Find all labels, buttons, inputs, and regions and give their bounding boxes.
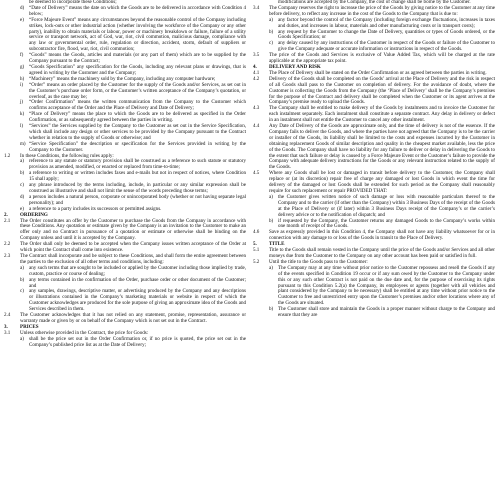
subclause-letter: g): [20, 63, 25, 70]
subclause-text: “Service Specification” the description or specification for the Services provided in writing by the Company to the Customer.: [29, 140, 246, 153]
clause-number: 2.: [4, 211, 8, 218]
subclause: [4, 124, 246, 142]
subclause-letter: a): [20, 264, 24, 271]
clause-text: Where any Goods shall be lost or damaged in transit before delivery to the Customer, the Company shall replace or (at its discretion) repair free of charge any damaged or lost Goods in which event the time for delivery of the damaged or lost Goods shall be extended for such period as the Company shall reasonably require for such replacement or repair PROVIDED THAT:: [269, 170, 495, 194]
subclause-letter: a): [269, 16, 273, 23]
clause-text: Title to the Goods shall remain vested in the Company until the price of the Goods and/or Services and all other moneys due from the Customer to the Company on any other account has been paid or satisfied in full.: [269, 247, 495, 259]
subclause-text: the Customer gives written notice of such damage or loss with reasonable particulars thereof to the Company and to the carrier (if other than the Company) within 3 Business Days of the receipt of the Goods at the Place of Delivery or (if later) within 3 Business Days receipt of the Company’s or the carrier’s delivery advice or to the notification of dispatch; and: [278, 193, 495, 218]
clause: [4, 313, 246, 325]
subclause-letter: a): [20, 158, 24, 165]
clause: [253, 230, 495, 242]
subclause-text: any request by the Customer to change the Date of Delivery, quantities or types of Goods ordered, or the Goods Specification; or: [278, 28, 495, 41]
subclause: [253, 18, 495, 30]
subclause-letter: e): [20, 16, 24, 23]
clause-number: 2.3: [4, 252, 11, 259]
subclause: [4, 266, 246, 278]
subclause-letter: j): [20, 99, 24, 106]
subclause: [4, 142, 246, 154]
clause-number: 3.5: [253, 52, 260, 59]
clause-text: In these Conditions, the following rules apply:: [20, 152, 114, 159]
subclause-text: “Date of Delivery” means the date on which the Goods are to be delivered in accordance with Condition 4 below;: [29, 4, 246, 17]
subclause: [4, 289, 246, 313]
subclause-text: any terms contained in the confirmation of the Order, purchase order or other document of the Customer; and: [29, 276, 246, 289]
clause-number: 4.2: [253, 75, 260, 82]
clause-number: 2.1: [4, 217, 11, 224]
subclause-text: “Goods Specification” any specification for the Goods, including any relevant plans or drawings, that is agreed in writing by the Customer and the Company;: [29, 63, 246, 76]
subclause-letter: a): [20, 335, 24, 342]
subclause: [4, 195, 246, 207]
clause-text: The Customer acknowledges that it has not relied on any statement, promise, representation, assurance or warranty made or given by or on behalf of the Company which is not set out in the Contract.: [20, 312, 246, 324]
clause-text: The Contract shall incorporate and be subject to these Conditions, and shall form the entire agreement between the parties to the exclusion of all other terms and conditions, including:: [20, 252, 246, 265]
subclause-text: “Place of Delivery” means the place to which the Goods are to be delivered as specified in the Order Confirmation, or as subsequently agreed between the parties in writing.: [29, 111, 246, 124]
subclause-text: “Force Majeure Event” means any circumstances beyond the reasonable control of the Company including strikes, lock-outs or other industrial action (whether involving the workforce of the Company or any other party), inability to obtain materials or labour, power or machinery breakdown or failure, failure of a utility service or transport network, act of God, war, riot, civil commotion, malicious damage, compliance with any law or governmental order, rule, regulation or direction, accident, storm, default of suppliers or subcontractor fire, flood, war, riot, civil commotion;: [29, 16, 246, 53]
clause-number: 4.1: [253, 69, 260, 76]
subclause-letter: c): [20, 288, 24, 295]
clause: [253, 6, 495, 18]
subclause-text: any samples, drawings, descriptive matter, or advertising produced by the Company and any descriptions or illustrations contained in the Company’s marketing materials or website in respect of which the Customer acknowledges are produced for the sole purpose of giving an approximate idea of the Goods and Services described in them.: [29, 288, 246, 313]
subclause-text: any factor beyond the control of the Company (including foreign exchange fluctuations, increases in taxes and duties, and increases in labour, materials and other manufacturing costs or in transport costs);: [278, 16, 495, 29]
clause-text: The Place of Delivery shall be stated on the Order Confirmation or as agreed between the parties in writing.: [269, 69, 487, 76]
subclause-letter: i): [20, 81, 24, 88]
subclause-letter: e): [20, 205, 24, 212]
subclause-letter: d): [20, 4, 25, 11]
subclause-letter: f): [20, 52, 24, 59]
subclause: [4, 337, 246, 349]
subclause: [4, 6, 246, 18]
subclause-letter: c): [269, 40, 273, 47]
clause: [253, 106, 495, 124]
clause-number: 5.2: [253, 258, 260, 265]
subclause-text: The Company may at any time without prior notice to the Customer repossess and resell the Goods if any of the events specified in Condition 19 occur or if any sum owed by the Customer to the Company under this or any such other Contract is not paid on the due date and, for the purpose of exercising its rights pursuant to this Condition 5.2(a) the Company, its employees or agents (together with all vehicles and plant considered by the Company to be necessary) shall be entitled at any time without prior notice to the Customer to free and unrestricted entry upon the Customer’s premises and/or other locations where any of the Goods are situated.: [278, 264, 495, 307]
subclause-text: if requested by the Company, the Customer returns any damaged Goods to the Company’s works within one month of receipt of the Goods.: [278, 217, 495, 230]
clause-number: 3.4: [253, 4, 260, 11]
clause-number: 5.1: [253, 247, 260, 254]
subclause-text: a person includes a natural person, corporate or unincorporated body (whether or not having separate legal personality); and: [29, 193, 246, 206]
continued-text-body: be deemed to incorporate these Conditions;: [29, 0, 117, 5]
subclause-letter: b): [269, 306, 274, 313]
heading-text: TITLE: [269, 241, 285, 248]
clause-text: Any Date of Delivery of the Goods are approximate only, and the time of delivery is not of the essence. If the Company fails to deliver the Goods, and where the parties have not agreed that the Company is to be the carrier or installer of the Goods, its liability shall be limited to the costs and expenses incurred by the Customer in obtaining replacement Goods of similar description and quality in the cheapest market available, less the price of the Goods. The Company shall have no liability for any failure to deliver or delay in delivering the Goods to the extent that such failure or delay is caused by a Force Majeure Event or the Customer’s failure to provide the Company with adequate delivery instructions for the Goods or any relevant instruction related to the supply of the Goods.: [269, 123, 495, 171]
clause: [253, 171, 495, 195]
clause-text: The Order shall only be deemed to be accepted when the Company issues written acceptance of the Order at which point the Contract shall come into existence.: [20, 241, 246, 254]
subclause-letter: k): [20, 111, 25, 118]
subclause-letter: m): [20, 140, 26, 147]
subclause-text: a reference to writing or written includes faxes and e-mails but not in respect of notices, where Condition 15 shall apply;: [29, 170, 246, 183]
subclause-text: shall be the price set out in the Order Confirmation or, if no price is quoted, the price set out in the Company’s published price list as at the Date of Delivery;: [29, 335, 246, 348]
subclause-letter: a): [269, 193, 273, 200]
clause-number: 4.6: [253, 229, 260, 236]
clause-number: 4.5: [253, 170, 260, 177]
subclause-letter: b): [20, 276, 25, 283]
clause-number: 4.4: [253, 123, 260, 130]
subclause-text: any such terms that are sought to be included or applied by the Customer including those implied by trade, custom, practice or course of dealing;: [29, 264, 246, 277]
subclause-text: “Order” means an order placed by the Customer for the supply of the Goods and/or Services, as set out in the Customer’s purchase order form, or the Customer’s written acceptance of the Company’s quotation, or overleaf, as the case may be;: [29, 81, 246, 100]
clause-number: 4.3: [253, 105, 260, 112]
clause-text: Until the title to the Goods pass to the Customer:: [269, 258, 368, 265]
clause-number: 2.4: [4, 312, 11, 319]
subclause-letter: a): [269, 264, 273, 271]
heading-text: DELIVERY AND RISK: [269, 63, 321, 70]
subclause-letter: b): [269, 28, 274, 35]
subclause-text: “Goods” means the Goods, articles and materials (or any part of them) which are to be supplied by the Company pursuant to the Contract;: [29, 52, 246, 65]
subclause-letter: b): [269, 217, 274, 224]
clause: [253, 124, 495, 171]
clause-number: 1.2: [4, 152, 11, 159]
heading-text: PRICES: [20, 323, 39, 330]
continued-text-body: modifications are accepted by the Company, the cost of change shall be borne by the Customer.: [278, 0, 471, 5]
subclause: [4, 83, 246, 101]
subclause: [253, 266, 495, 307]
subclause-text: a reference to a party includes its successors or permitted assigns.: [29, 205, 162, 212]
subclause-text: “Machinery” means the machinery sold by the Company, including any computer hardware;: [29, 75, 216, 82]
clause-number: 4.: [253, 63, 257, 70]
subclause-text: “Order Confirmation” means the written communication from the Company to the Customer which confirms acceptance of the Order and the Place of Delivery and Date of Delivery;: [29, 99, 246, 112]
clause-text: Delivery of the Goods shall be completed on the Goods’ arrival at the Place of Delivery and the risk in respect of all Goods shall pass to the Customer on completion of delivery. For the avoidance of doubt, where the Customer is collecting the Goods from the Company (the ‘Place of Delivery’ shall be the Company’s premises for the purpose of the Contract and delivery shall be completed when the Customer or its agent arrives at the Company’s premise ready to upload the Goods.: [269, 75, 495, 106]
clause-text: The Company shall be entitled to make delivery of the Goods by instalments and to invoice the Customer for each instalment separately. Each instalment shall constitute a separate contract. Any delay in delivery or defect in an instalment shall not entitle the Customer to cancel any other instalment.: [269, 105, 495, 124]
subclause-text: “Services” the Services supplied by the Company to the Customer as set out in the Service Specification, which shall include any design or other services to be provided by the Company pursuant to the Contract whether in relation to the supply of Goods or otherwise; and: [29, 123, 246, 141]
subclause-text: any delay caused by any instructions of the Customer in respect of the Goods or failure of the Customer to give the Company adequate or accurate information or instructions in respect of the Goods.: [278, 40, 495, 53]
clause-number: 5.: [253, 241, 257, 248]
clause-text: The price of the Goods and Services is exclusive of Value Added Tax, which will be charged at the rate applicable at the appropriate tax point.: [269, 52, 495, 65]
subclause-letter: l): [20, 123, 24, 130]
subclause: [4, 65, 246, 77]
clause-number: 3.1: [4, 329, 11, 336]
clause: [4, 219, 246, 243]
subclause-letter: c): [20, 182, 24, 189]
subclause: [4, 18, 246, 53]
clause-text: The Company reserves the right to increase the price of the Goods by giving notice to the Customer at any time before delivery, to reflect any increase in the cost of the Goods to the Company that is due to:: [269, 4, 495, 17]
clause-text: The Order constitutes an offer by the Customer to purchase the Goods from the Company in accordance with these Conditions. Any quotation or estimate given by the Company is an invitation to the Customer to make an offer only and no Contract in pursuance of a quotation or estimate or otherwise shall be binding on the Company unless and until it is accepted by the Company.: [20, 217, 246, 242]
heading-text: ORDERING: [20, 211, 48, 218]
clause-number: 2.2: [4, 241, 11, 248]
subclause: [253, 195, 495, 219]
subclause-letter: h): [20, 75, 25, 82]
right-column: [253, 0, 495, 319]
clause-number: 3.: [4, 323, 8, 330]
subclause-text: any phrase introduced by the terms including, include, in particular or any similar expression shall be construed as illustrative and shall not limit the sense of the words preceding those terms;: [29, 182, 246, 194]
subclause-text: reference to any statute or statutory provision shall be construed as a reference to such statute or statutory provision as amended, modified, or enacted or replaced from time-to-time;: [29, 158, 246, 171]
clause-text: Save as expressly provided in this Condition 4, the Company shall not have any liability whatsoever for or in connection with any damage to or loss of the Goods in transit to the Place of Delivery.: [269, 229, 495, 242]
subclause-letter: d): [20, 193, 25, 200]
clause-text: Unless otherwise provided in the Contract, the price for Goods:: [20, 329, 149, 336]
clause: [253, 77, 495, 107]
clause: [4, 254, 246, 266]
left-column: [4, 0, 246, 348]
subclause-letter: b): [20, 170, 25, 177]
subclause-text: The Customer shall store and maintain the Goods in a proper manner without charge to the Company and ensure that they are: [278, 306, 495, 319]
subclause: [253, 307, 495, 319]
